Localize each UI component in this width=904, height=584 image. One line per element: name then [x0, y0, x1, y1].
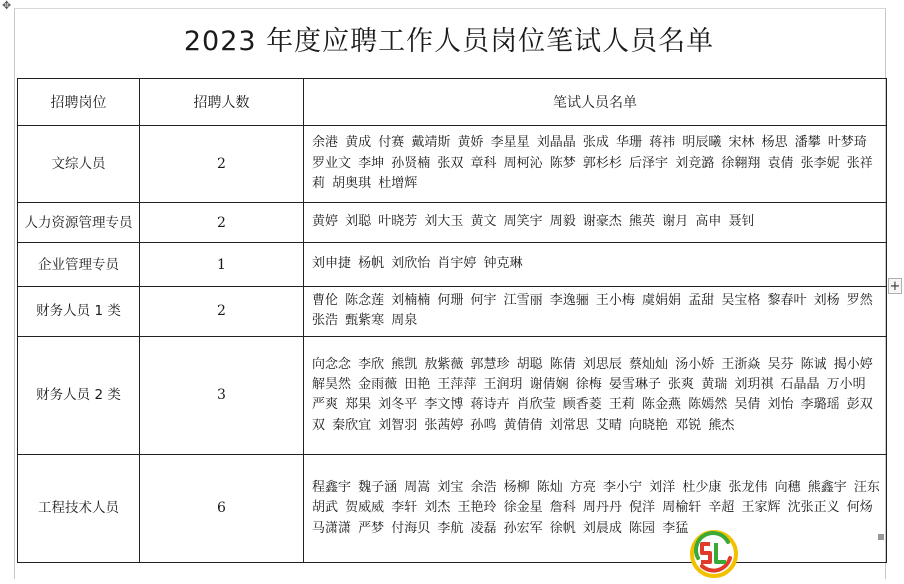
table-row	[18, 287, 887, 337]
sl-logo-icon	[688, 528, 740, 580]
page-title: 2023 年度应聘工作人员岗位笔试人员名单	[183, 26, 715, 57]
roster-table	[17, 78, 887, 563]
names-cell: 程鑫宇 魏子涵 周嵩 刘宝 余浩 杨柳 陈灿 方亮 李小宁 刘洋 杜少康 张龙伟 向穗 熊鑫宇 汪东 胡武 贺威威 李轩 刘杰 王艳玲 徐金星 詹科 周丹丹 倪洋 周榆轩 辛超 王家辉 沈张正义 何炀 马潇潇 严梦 付海贝 李航 凌磊 孙宏军 徐帆 刘晨成 陈园 李猛	[304, 454, 887, 562]
names-cell: 黄婷 刘聪 叶晓芳 刘大玉 黄文 周笑宇 周毅 谢豪杰 熊英 谢月 高申 聂钊	[304, 203, 887, 243]
position-cell: 财务人员 1 类	[18, 287, 140, 337]
table-row	[18, 203, 887, 243]
move-cross-icon[interactable]: ✥	[2, 0, 12, 12]
table-row	[18, 243, 887, 287]
add-column-button[interactable]: +	[889, 279, 901, 294]
position-cell: 文综人员	[18, 126, 140, 203]
header-count: 招聘人数	[140, 79, 304, 126]
count-cell: 6	[140, 454, 304, 562]
header-position: 招聘岗位	[18, 79, 140, 126]
header-names: 笔试人员名单	[304, 79, 887, 126]
count-cell: 1	[140, 243, 304, 287]
names-cell: 余港 黄成 付赛 戴靖斯 黄娇 李星星 刘晶晶 张成 华珊 蒋祎 明辰曦 宋林 杨思 潘攀 叶梦琦 罗业文 李坤 孙贤楠 张双 章科 周柯沁 陈梦 郭杉杉 后泽宇 刘竞潞 徐翱翔 袁倩 张李妮 张祥莉 胡奥琪 杜增辉	[304, 126, 887, 203]
position-cell: 工程技术人员	[18, 454, 140, 562]
names-cell: 向念念 李欣 熊凯 敖紫薇 郭慧珍 胡聪 陈倩 刘思辰 蔡灿灿 汤小娇 王浙焱 吴芬 陈诚 揭小婷 解昊然 金雨薇 田艳 王萍萍 王润玥 谢倩娴 徐梅 晏雪琳子 张爽 黄瑞 刘玥祺 石晶晶 万小明 严爽 郑果 刘冬平 李文博 蒋诗卉 肖欣莹 顾香菱 王莉 陈金燕 陈嫣然 吴倩 刘怡 李璐瑶 彭双双 秦欣宜 刘智羽 张茜婷 孙鸣 黄倩倩 刘常思 艾晴 向晓艳 邓锐 熊杰	[304, 336, 887, 454]
table-header-row	[18, 79, 887, 126]
count-cell: 2	[140, 126, 304, 203]
position-cell: 人力资源管理专员	[18, 203, 140, 243]
names-cell: 曹伦 陈念莲 刘楠楠 何珊 何宇 江雪丽 李逸骊 王小梅 虞娟娟 孟甜 吴宝格 黎春叶 刘杨 罗然 张浩 甄紫寒 周泉	[304, 287, 887, 337]
table-row	[18, 454, 887, 562]
count-cell: 3	[140, 336, 304, 454]
table-row	[18, 126, 887, 203]
position-cell: 财务人员 2 类	[18, 336, 140, 454]
count-cell: 2	[140, 287, 304, 337]
count-cell: 2	[140, 203, 304, 243]
position-cell: 企业管理专员	[18, 243, 140, 287]
names-cell: 刘申捷 杨帆 刘欣怡 肖宇婷 钟克琳	[304, 243, 887, 287]
table-row	[18, 336, 887, 454]
page-marker	[878, 534, 884, 540]
